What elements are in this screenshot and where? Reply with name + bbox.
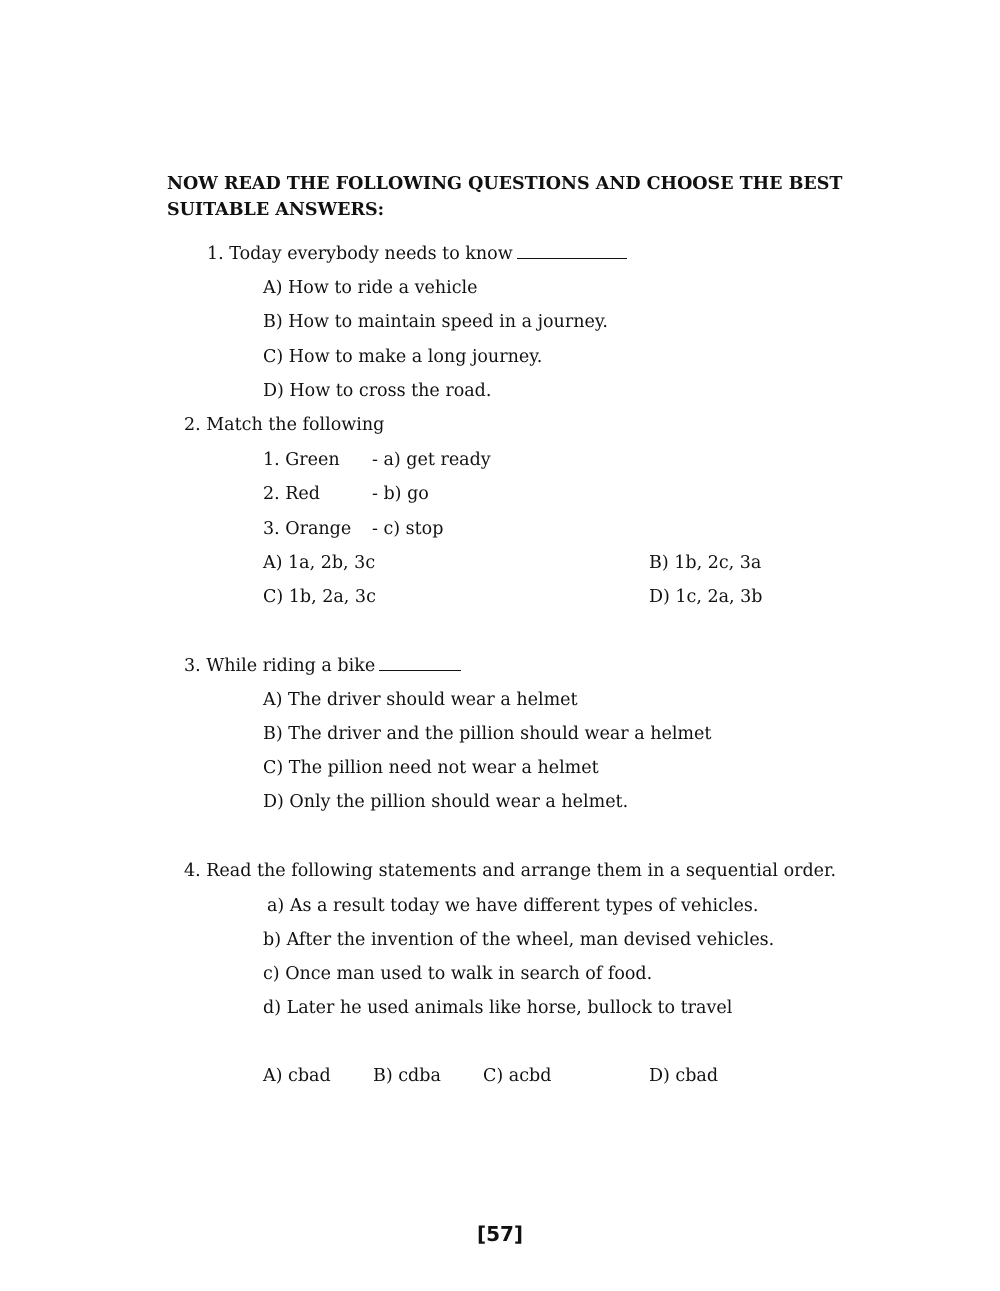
q3-option-d: D) Only the pillion should wear a helmet. xyxy=(263,792,629,812)
q1-option-b: B) How to maintain speed in a journey. xyxy=(263,312,608,332)
match-right-2: - b) go xyxy=(372,484,429,504)
q4-statement-b: b) After the invention of the wheel, man devised vehicles. xyxy=(263,930,775,950)
question-3-stem: 3. While riding a bike xyxy=(184,656,376,676)
q4-statement-a: a) As a result today we have different types of vehicles. xyxy=(267,896,759,916)
q2-option-d: D) 1c, 2a, 3b xyxy=(649,587,763,607)
match-left-1: 1. Green xyxy=(263,450,340,470)
q3-option-c: C) The pillion need not wear a helmet xyxy=(263,758,599,778)
answer-blank xyxy=(517,244,627,259)
q1-option-c: C) How to make a long journey. xyxy=(263,347,543,367)
instructions-line-1: NOW READ THE FOLLOWING QUESTIONS AND CHOOSE THE BEST xyxy=(167,174,843,194)
q4-statement-d: d) Later he used animals like horse, bullock to travel xyxy=(263,998,733,1018)
question-4-stem: 4. Read the following statements and arrange them in a sequential order. xyxy=(184,861,837,881)
instructions-line-2: SUITABLE ANSWERS: xyxy=(167,200,385,220)
question-2-stem: 2. Match the following xyxy=(184,415,385,435)
question-1-stem: 1. Today everybody needs to know xyxy=(207,244,513,264)
q2-option-b: B) 1b, 2c, 3a xyxy=(649,553,762,573)
match-right-3: - c) stop xyxy=(372,519,444,539)
q1-option-d: D) How to cross the road. xyxy=(263,381,492,401)
q4-option-a: A) cbad xyxy=(263,1066,331,1086)
q2-option-c: C) 1b, 2a, 3c xyxy=(263,587,376,607)
q4-option-c: C) acbd xyxy=(483,1066,552,1086)
q3-option-a: A) The driver should wear a helmet xyxy=(263,690,578,710)
q1-option-a: A) How to ride a vehicle xyxy=(263,278,478,298)
q2-option-a: A) 1a, 2b, 3c xyxy=(263,553,376,573)
q4-option-b: B) cdba xyxy=(373,1066,441,1086)
match-left-3: 3. Orange xyxy=(263,519,352,539)
match-left-2: 2. Red xyxy=(263,484,320,504)
question-3 xyxy=(184,655,461,677)
q3-option-b: B) The driver and the pillion should wear a helmet xyxy=(263,724,712,744)
page-number: [57] xyxy=(476,1222,524,1246)
q4-statement-c: c) Once man used to walk in search of food. xyxy=(263,964,653,984)
answer-blank xyxy=(379,656,461,671)
match-right-1: - a) get ready xyxy=(372,450,491,470)
question-1 xyxy=(207,243,627,265)
q4-option-d: D) cbad xyxy=(649,1066,719,1086)
